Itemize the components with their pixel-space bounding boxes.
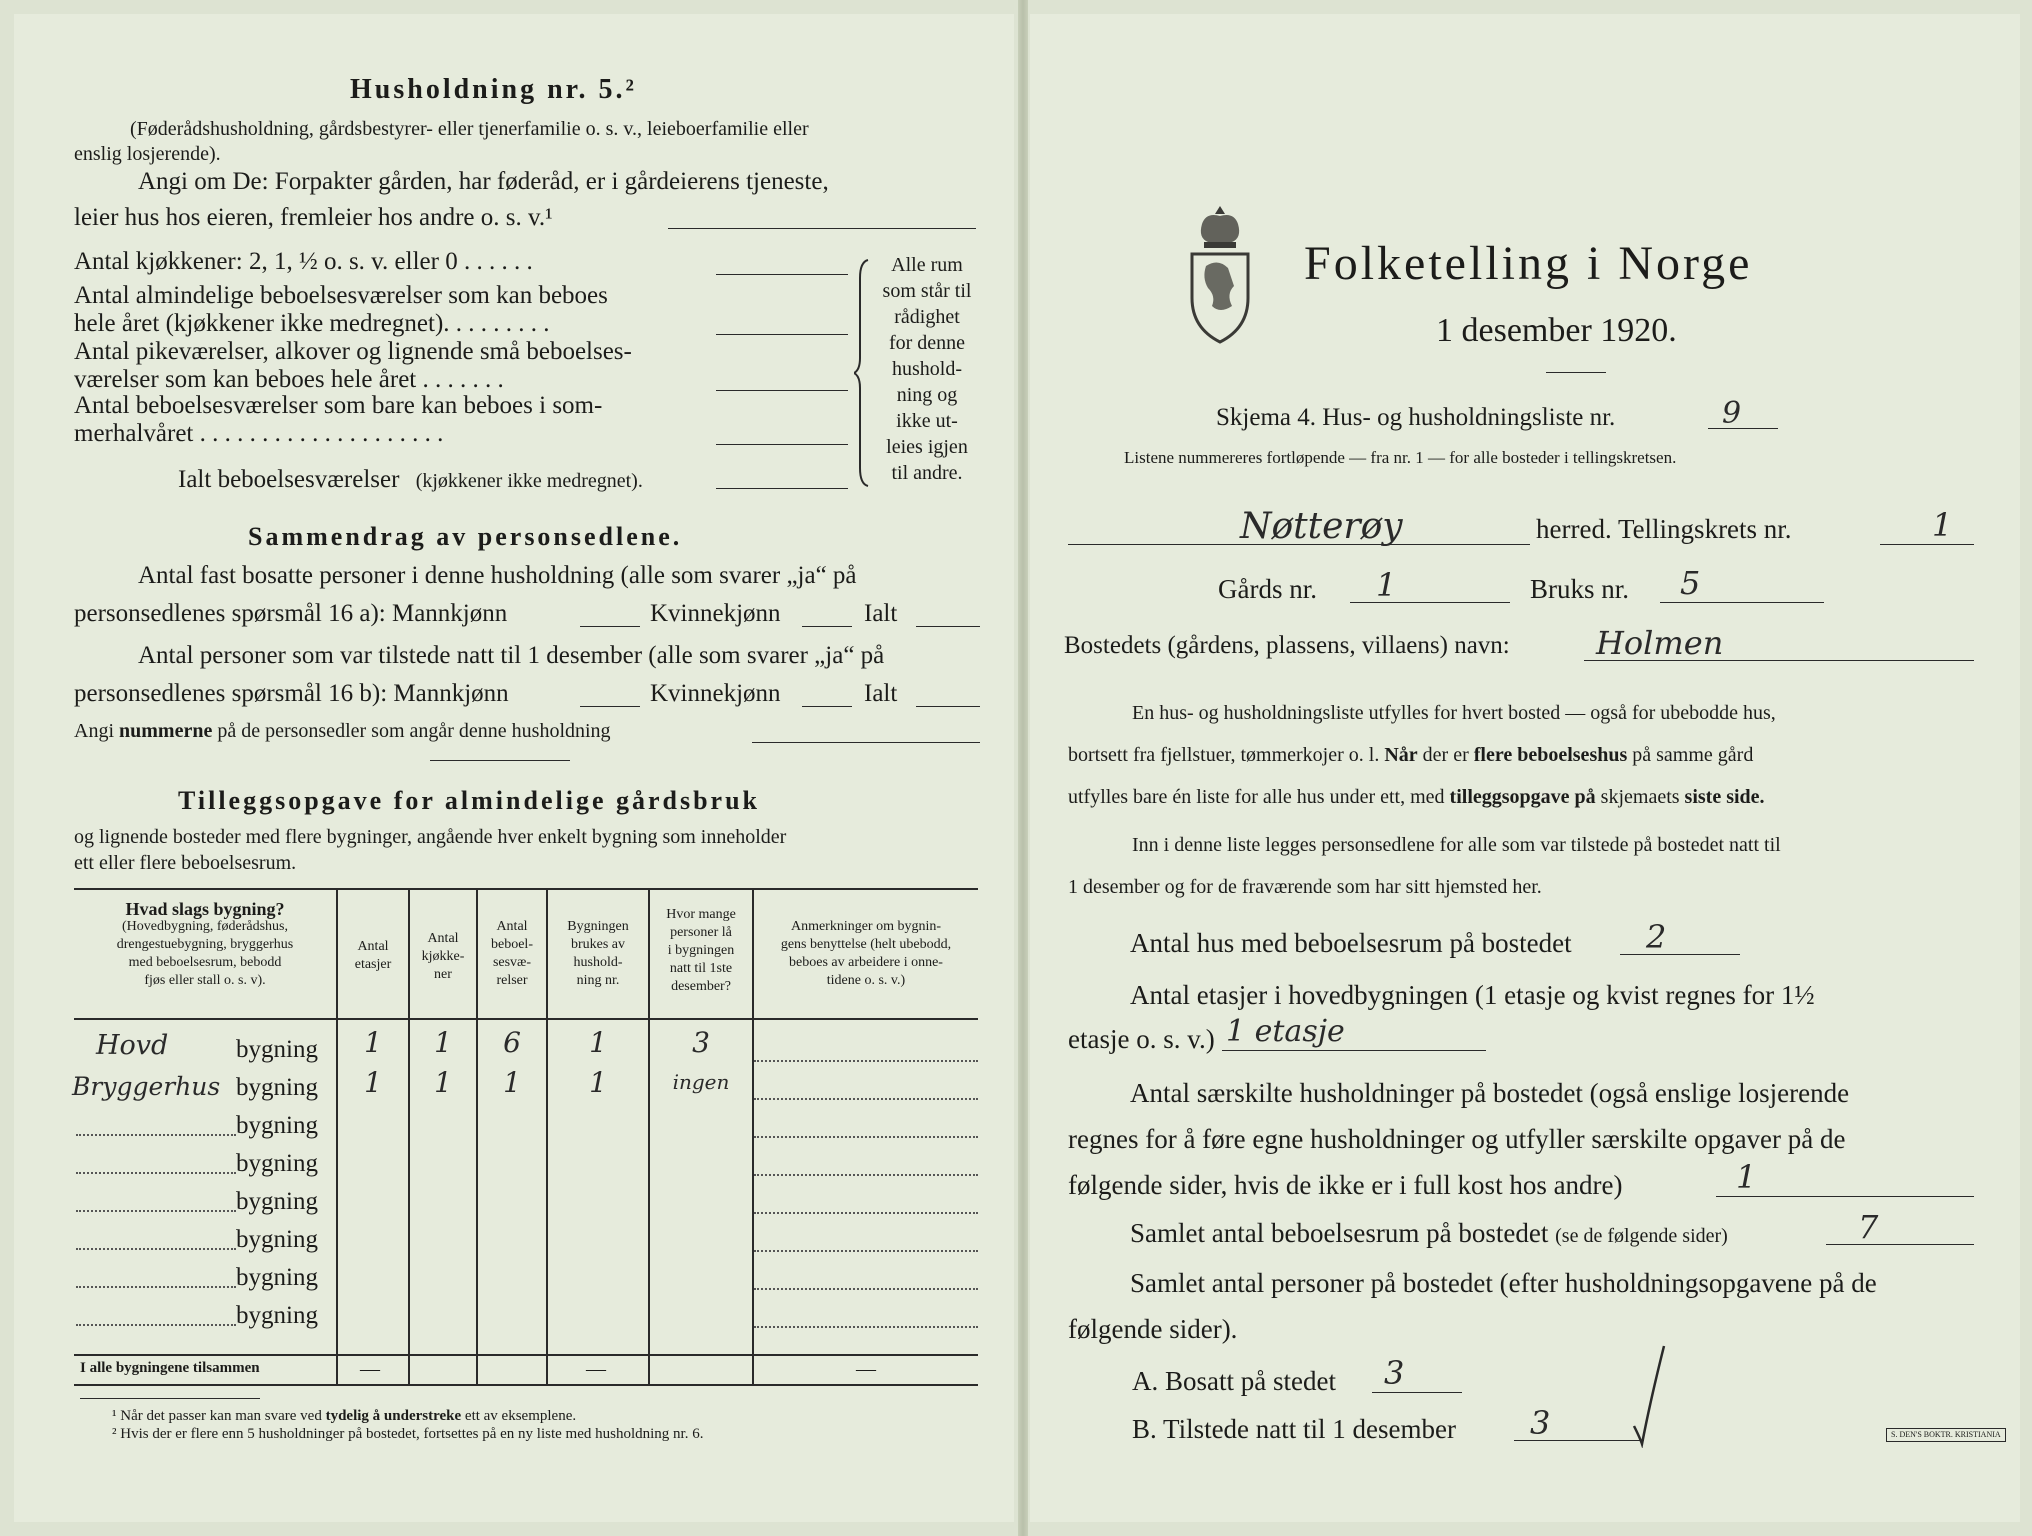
row-persons[interactable]: ingen bbox=[672, 1070, 730, 1094]
footnote-2: ² Hvis der er flere enn 5 husholdninger på bostedet, fortsettes på en ny liste med husholdning nr. 6. bbox=[112, 1426, 704, 1442]
row-rooms[interactable]: 1 bbox=[503, 1066, 521, 1099]
bruks-label: Bruks nr. bbox=[1530, 574, 1630, 604]
col-usedby-line: Bygningen bbox=[567, 919, 629, 934]
col-building-line: drengestuebygning, bryggerhus bbox=[116, 937, 294, 952]
row-building-suffix: bygning bbox=[236, 1112, 318, 1139]
instruction-1-line2 bbox=[1068, 744, 1753, 767]
col-persons-line: natt til 1ste bbox=[669, 961, 733, 976]
instr-1-3c: skjemaets bbox=[1600, 786, 1680, 808]
houses-value[interactable]: 2 bbox=[1646, 918, 1667, 956]
row-building-suffix: bygning bbox=[236, 1302, 318, 1329]
row-building-name[interactable] bbox=[76, 1134, 236, 1136]
row-building-name[interactable] bbox=[76, 1286, 236, 1288]
instruction-2-line1: Inn i denne liste legges personsedlene for alle som var tilstede på bostedet natt til bbox=[1132, 834, 1781, 856]
col-rooms-line: sesvæ- bbox=[492, 955, 532, 970]
summary-p1-women-label: Kvinnekjønn bbox=[650, 600, 781, 627]
row-remarks[interactable] bbox=[754, 1060, 978, 1062]
total-rooms-note: (kjøkkener ikke medregnet). bbox=[415, 470, 643, 492]
instr-1-2b: Når bbox=[1384, 744, 1418, 766]
row-floors[interactable]: 1 bbox=[364, 1066, 382, 1099]
instr-1-2e: på samme gård bbox=[1632, 744, 1754, 766]
kitchens-answer-line[interactable] bbox=[716, 274, 848, 275]
section-divider bbox=[430, 760, 570, 761]
maid-rooms-label-2: værelser som kan beboes hele året . . . . . . . bbox=[74, 366, 504, 393]
households-line-3: følgende sider, hvis de ikke er i full kost hos andre) bbox=[1068, 1170, 1623, 1200]
households-line-2: regnes for å føre egne husholdninger og utfyller særskilte opgaver på de bbox=[1068, 1124, 1846, 1154]
col-remarks-line: Anmerkninger om bygnin- bbox=[790, 919, 942, 934]
herred-label: herred. Tellingskrets nr. bbox=[1536, 514, 1792, 544]
present-value[interactable]: 3 bbox=[1530, 1404, 1551, 1442]
row-rooms[interactable]: 6 bbox=[503, 1026, 521, 1059]
instr-1-3b: tilleggsopgave på bbox=[1449, 786, 1596, 808]
brace-icon bbox=[854, 258, 874, 488]
ordinary-rooms-answer-line[interactable] bbox=[716, 334, 848, 335]
printer-stamp: S. DEN'S BOKTR. KRISTIANIA bbox=[1886, 1428, 2006, 1442]
row-building-name[interactable] bbox=[76, 1172, 236, 1174]
col-persons-line: Hvor mange bbox=[666, 907, 736, 922]
col-persons-line: personer lå bbox=[670, 925, 732, 940]
herred-line bbox=[1068, 544, 1530, 545]
summary-p2-total-label: Ialt bbox=[864, 680, 898, 707]
supplement-sub-2: ett eller flere beboelsesrum. bbox=[74, 852, 297, 874]
summary-p1-line2 bbox=[74, 600, 507, 628]
present-label: B. Tilstede natt til 1 desember bbox=[1132, 1414, 1456, 1444]
col-kitchens-line: kjøkke- bbox=[421, 949, 465, 964]
summary-p2-men-label: personsedlenes spørsmål 16 b): Mannkjønn bbox=[74, 680, 509, 707]
col-remarks-header bbox=[754, 918, 978, 990]
side-note-line: Alle rum bbox=[891, 254, 963, 276]
col-persons-line: desember? bbox=[671, 979, 731, 994]
question-answer-line[interactable] bbox=[668, 228, 976, 229]
instruction-2-line2: 1 desember og for de fraværende som har sitt hjemsted her. bbox=[1068, 876, 1542, 898]
col-persons-line: i bygningen bbox=[667, 943, 735, 958]
side-note-line: hushold- bbox=[892, 358, 962, 380]
side-note-line: som står til bbox=[882, 280, 972, 302]
summary-p1-men-answer[interactable] bbox=[580, 626, 640, 627]
summary-heading: Sammendrag av personsedlene. bbox=[248, 522, 683, 551]
households-answer-line bbox=[1716, 1196, 1974, 1197]
instr-1-3a: utfylles bare én liste for alle hus under ett, med bbox=[1068, 786, 1445, 808]
row-remarks[interactable] bbox=[754, 1326, 978, 1328]
row-remarks[interactable] bbox=[754, 1212, 978, 1214]
summary-p1-total-label: Ialt bbox=[864, 600, 898, 627]
question-line-2: leier hus hos eieren, fremleier hos andre o. s. v.¹ bbox=[74, 204, 553, 231]
row-remarks[interactable] bbox=[754, 1136, 978, 1138]
col-usedby-line: ning nr. bbox=[576, 973, 620, 988]
row-building-suffix: bygning bbox=[236, 1074, 318, 1101]
check-mark-icon bbox=[1628, 1342, 1668, 1448]
summary-p2-women-answer[interactable] bbox=[802, 706, 852, 707]
col-floors-line: Antal bbox=[357, 939, 389, 954]
rooms-total-note: (se de følgende sider) bbox=[1555, 1225, 1728, 1247]
bosted-label: Bostedets (gårdens, plassens, villaens) navn: bbox=[1064, 632, 1510, 659]
floors-line-1: Antal etasjer i hovedbygningen (1 etasje og kvist regnes for 1½ bbox=[1130, 980, 1815, 1010]
schema-label: Skjema 4. Hus- og husholdningsliste nr. bbox=[1216, 404, 1616, 431]
instruction-1-line3 bbox=[1068, 786, 1765, 809]
side-note-line: ikke ut- bbox=[896, 410, 958, 432]
summary-p2-men-answer[interactable] bbox=[580, 706, 640, 707]
row-persons[interactable]: 3 bbox=[692, 1026, 710, 1059]
summary-p1-men-label: personsedlenes spørsmål 16 a): Mannkjønn bbox=[74, 600, 508, 627]
footnote-1-c: ett av eksemplene. bbox=[464, 1408, 577, 1424]
table-total-label: I alle bygningene tilsammen bbox=[80, 1360, 260, 1376]
summary-p1-total-answer[interactable] bbox=[916, 626, 980, 627]
footnote-1-b: tydelig å understreke bbox=[325, 1408, 462, 1424]
summer-rooms-answer-line[interactable] bbox=[716, 444, 848, 445]
rooms-total-label bbox=[1130, 1218, 1728, 1249]
row-building-name[interactable] bbox=[76, 1324, 236, 1326]
total-floors-dash: — bbox=[360, 1358, 380, 1380]
person-numbers-answer[interactable] bbox=[752, 742, 980, 743]
maid-rooms-label-1: Antal pikeværelser, alkover og lignende små beboelses- bbox=[74, 338, 632, 365]
census-date: 1 desember 1920. bbox=[1436, 312, 1677, 349]
herred-value[interactable]: Nøtterøy bbox=[1240, 506, 1403, 547]
row-building-suffix: bygning bbox=[236, 1264, 318, 1291]
row-remarks[interactable] bbox=[754, 1098, 978, 1100]
col-building-title: Hvad slags bygning? bbox=[125, 899, 285, 919]
households-value[interactable]: 1 bbox=[1736, 1158, 1757, 1196]
col-building-header bbox=[76, 900, 334, 990]
houses-line bbox=[1620, 954, 1740, 955]
row-building-suffix: bygning bbox=[236, 1036, 318, 1063]
ordinary-rooms-label-2: hele året (kjøkkener ikke medregnet). . . . . . . . . bbox=[74, 310, 550, 337]
ordinary-rooms-label-1: Antal almindelige beboelsesværelser som kan beboes bbox=[74, 282, 608, 309]
col-remarks-line: gens benyttelse (helt ubebodd, bbox=[780, 937, 952, 952]
row-remarks[interactable] bbox=[754, 1250, 978, 1252]
maid-rooms-answer-line[interactable] bbox=[716, 390, 848, 391]
total-rooms-label bbox=[178, 466, 643, 494]
coat-of-arms-icon bbox=[1186, 202, 1254, 348]
summary-p1-line1: Antal fast bosatte personer i denne husholdning (alle som svarer „ja“ på bbox=[138, 562, 857, 589]
col-kitchens-line: ner bbox=[434, 967, 452, 982]
page-fold bbox=[1018, 0, 1028, 1536]
households-line-1: Antal særskilte husholdninger på bostedet (også enslige losjerende bbox=[1130, 1078, 1850, 1108]
total-usedby-dash: — bbox=[586, 1358, 606, 1380]
footnote-1 bbox=[112, 1408, 576, 1425]
census-title: Folketelling i Norge bbox=[1304, 237, 1753, 290]
side-note-line: til andre. bbox=[891, 462, 963, 484]
summary-p1-women-answer[interactable] bbox=[802, 626, 852, 627]
bosted-value[interactable]: Holmen bbox=[1596, 624, 1724, 662]
col-kitchens-line: Antal bbox=[427, 931, 459, 946]
floors-answer-line bbox=[1222, 1050, 1486, 1051]
summer-rooms-label-2: merhalvåret . . . . . . . . . . . . . . . . . . . . bbox=[74, 420, 444, 447]
title-divider bbox=[1546, 372, 1606, 373]
rooms-total-answer-line bbox=[1826, 1244, 1974, 1245]
supplement-heading: Tilleggsopgave for almindelige gårdsbruk bbox=[178, 786, 761, 815]
row-remarks[interactable] bbox=[754, 1174, 978, 1176]
total-rooms-answer-line[interactable] bbox=[716, 488, 848, 489]
household-subtitle-2: enslig losjerende). bbox=[74, 143, 221, 165]
person-numbers-b: nummerne bbox=[119, 720, 213, 742]
col-remarks-line: beboes av arbeidere i onne- bbox=[789, 955, 943, 970]
col-usedby-line: hushold- bbox=[573, 955, 623, 970]
row-used-by[interactable]: 1 bbox=[589, 1026, 607, 1059]
col-kitchens-header bbox=[410, 930, 476, 984]
floors-line-2: etasje o. s. v.) bbox=[1068, 1024, 1215, 1054]
question-line-1: Angi om De: Forpakter gården, har føderåd, er i gårdeierens tjeneste, bbox=[138, 168, 829, 195]
total-rooms-text: Ialt beboelsesværelser bbox=[178, 466, 400, 493]
person-numbers-a: Angi bbox=[74, 720, 114, 742]
row-remarks[interactable] bbox=[754, 1288, 978, 1290]
summary-p2-line1: Antal personer som var tilstede natt til 1 desember (alle som svarer „ja“ på bbox=[138, 642, 885, 669]
person-numbers-c: på de personsedler som angår denne husholdning bbox=[217, 720, 611, 742]
col-remarks-line: tidene o. s. v.) bbox=[826, 973, 906, 988]
col-rooms-line: relser bbox=[496, 973, 528, 988]
col-building-line: med beboelsesrum, bebodd bbox=[128, 955, 282, 970]
row-building-name[interactable]: Hovd bbox=[96, 1030, 169, 1061]
bruks-value[interactable]: 5 bbox=[1680, 564, 1701, 602]
summary-p2-women-label: Kvinnekjønn bbox=[650, 680, 781, 707]
row-floors[interactable]: 1 bbox=[364, 1026, 382, 1059]
instruction-1-line1: En hus- og husholdningsliste utfylles for hvert bosted — også for ubebodde hus, bbox=[1132, 702, 1776, 724]
household-subtitle-1: (Føderådshusholdning, gårdsbestyrer- eller tjenerfamilie o. s. v., leieboerfamilie eller bbox=[130, 118, 809, 140]
rooms-side-note bbox=[872, 252, 982, 486]
row-building-suffix: bygning bbox=[236, 1188, 318, 1215]
persons-line-1: Samlet antal personer på bostedet (efter husholdningsopgavene på de bbox=[1130, 1268, 1877, 1298]
row-kitchens[interactable]: 1 bbox=[434, 1066, 452, 1099]
household-title: Husholdning nr. 5.² bbox=[350, 74, 637, 105]
summer-rooms-label-1: Antal beboelsesværelser som bare kan beboes i som- bbox=[74, 392, 603, 419]
row-used-by[interactable]: 1 bbox=[589, 1066, 607, 1099]
bruks-line bbox=[1660, 602, 1824, 603]
col-floors-header bbox=[338, 938, 408, 974]
rooms-total-text: Samlet antal beboelsesrum på bostedet bbox=[1130, 1218, 1549, 1248]
instr-1-3d: siste side. bbox=[1684, 786, 1765, 808]
footnote-divider bbox=[80, 1398, 260, 1399]
side-note-line: for denne bbox=[888, 332, 966, 354]
col-rooms-line: beboel- bbox=[491, 937, 533, 952]
floors-value[interactable]: 1 etasje bbox=[1226, 1014, 1345, 1049]
instr-1-2a: bortsett fra fjellstuer, tømmerkojer o. l. bbox=[1068, 744, 1380, 766]
supplement-sub-1: og lignende bosteder med flere bygninger, angående hver enkelt bygning som inneholder bbox=[74, 826, 787, 848]
gards-value[interactable]: 1 bbox=[1376, 566, 1397, 604]
person-numbers-label bbox=[74, 720, 611, 743]
resident-label: A. Bosatt på stedet bbox=[1132, 1366, 1336, 1396]
resident-value[interactable]: 3 bbox=[1384, 1354, 1405, 1392]
tellingskrets-line bbox=[1880, 544, 1974, 545]
col-floors-line: etasjer bbox=[354, 957, 392, 972]
instr-1-2c: der er bbox=[1422, 744, 1469, 766]
tellingskrets-value[interactable]: 1 bbox=[1932, 506, 1953, 544]
persons-line-2: følgende sider). bbox=[1068, 1314, 1238, 1344]
row-building-name[interactable] bbox=[76, 1248, 236, 1250]
rooms-total-value[interactable]: 7 bbox=[1858, 1208, 1879, 1246]
left-page bbox=[14, 14, 1014, 1522]
numbering-note: Listene nummereres fortløpende — fra nr. 1 — for alle bosteder i tellingskretsen. bbox=[1124, 448, 1677, 467]
gards-label: Gårds nr. bbox=[1218, 574, 1317, 604]
col-usedby-header bbox=[548, 918, 648, 990]
col-rooms-header bbox=[478, 918, 546, 990]
kitchens-label: Antal kjøkkener: 2, 1, ½ o. s. v. eller 0 . . . . . . bbox=[74, 248, 533, 275]
row-building-suffix: bygning bbox=[236, 1150, 318, 1177]
side-note-line: rådighet bbox=[894, 306, 960, 328]
col-usedby-line: brukes av bbox=[570, 937, 626, 952]
col-rooms-line: Antal bbox=[496, 919, 528, 934]
bosted-line bbox=[1584, 660, 1974, 661]
row-building-name[interactable] bbox=[76, 1210, 236, 1212]
schema-number[interactable]: 9 bbox=[1722, 396, 1742, 431]
footnote-1-a: ¹ Når det passer kan man svare ved bbox=[112, 1408, 322, 1424]
col-building-line: fjøs eller stall o. s. v). bbox=[144, 973, 266, 988]
houses-label: Antal hus med beboelsesrum på bostedet bbox=[1130, 928, 1572, 958]
instr-1-2d: flere beboelseshus bbox=[1473, 744, 1628, 766]
row-building-name[interactable]: Bryggerhus bbox=[72, 1072, 221, 1101]
col-persons-header bbox=[650, 906, 752, 996]
gards-line bbox=[1350, 602, 1510, 603]
schema-number-line bbox=[1708, 428, 1778, 429]
col-building-line: (Hovedbygning, føderådshus, bbox=[121, 919, 289, 934]
present-line bbox=[1514, 1440, 1644, 1441]
summary-p2-total-answer[interactable] bbox=[916, 706, 980, 707]
side-note-line: ning og bbox=[896, 384, 958, 406]
row-building-suffix: bygning bbox=[236, 1226, 318, 1253]
side-note-line: leies igjen bbox=[886, 436, 968, 458]
resident-line bbox=[1372, 1392, 1462, 1393]
total-remarks-dash: — bbox=[856, 1358, 876, 1380]
row-kitchens[interactable]: 1 bbox=[434, 1026, 452, 1059]
